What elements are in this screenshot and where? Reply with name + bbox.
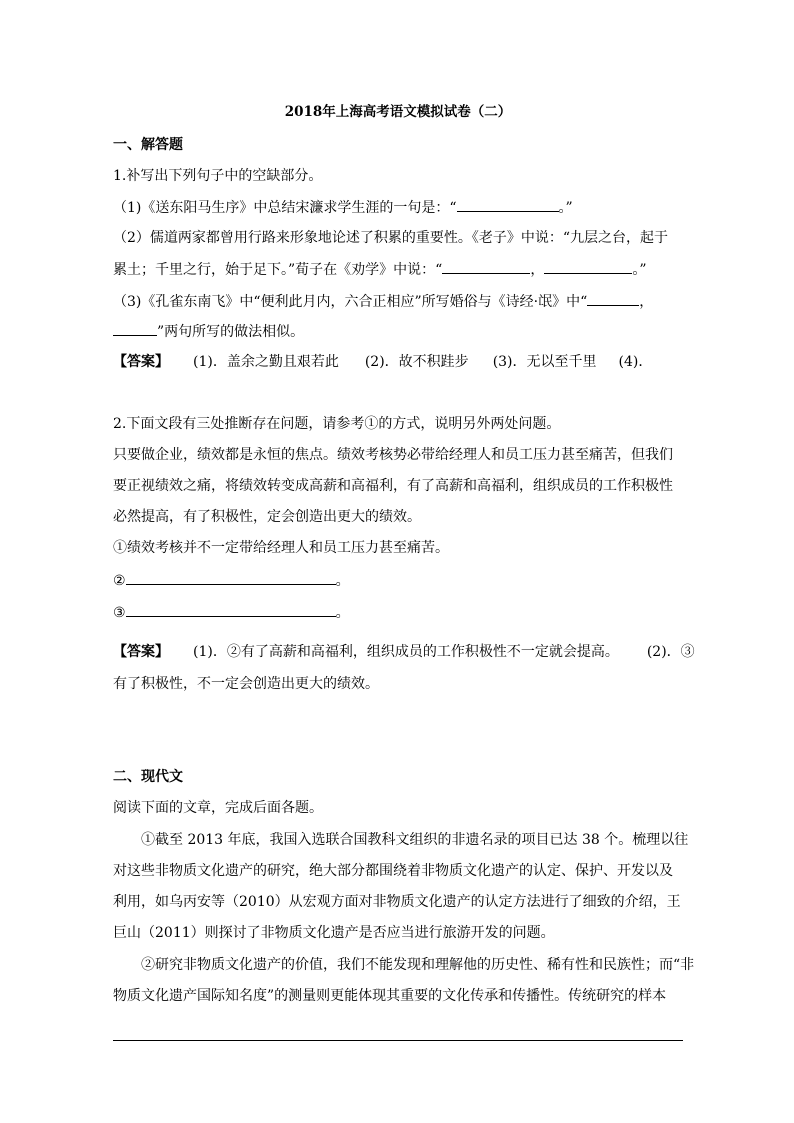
q1-p1-prefix: （1)《送东阳马生序》中总结宋濂求学生涯的一句是：“	[113, 200, 457, 216]
answer-3: (3)．无以至千里	[492, 354, 597, 370]
question-2-answer-line-2: 有了积极性，不一定会创造出更大的绩效。	[113, 676, 379, 692]
question-1-part-1	[113, 197, 683, 218]
question-2-stem: 2.下面文段有三处推断存在问题，请参考①的方式，说明另外两处问题。	[113, 416, 561, 432]
answer-1: (1)．②有了高薪和高福利，组织成员的工作积极性不一定就会提高。	[193, 644, 619, 660]
paragraph-2-line-1: ②研究非物质文化遗产的价值，我们不能发现和理解他的历史性、稀有性和民族性；而“非	[141, 957, 695, 973]
question-2-answer-line-1	[113, 642, 695, 662]
paragraph-1-line-4: 巨山（2011）则探讨了非物质文化遗产是否应当进行旅游开发的问题。	[113, 925, 555, 941]
question-1-part-2-line-1: （2）儒道两家都曾用行路来形象地论述了积累的重要性。《老子》中说：“九层之台，起于	[113, 230, 669, 246]
blank-3-period: 。	[335, 605, 350, 621]
question-2-blank-3	[113, 602, 683, 623]
question-2-passage-line-3: 必然提高，有了积极性，定会创造出更大的绩效。	[113, 509, 421, 525]
question-2-blank-2	[113, 570, 683, 591]
reading-intro: 阅读下面的文章，完成后面各题。	[113, 800, 323, 816]
blank-2-marker: ②	[113, 573, 126, 589]
answer-label: 【答案】	[113, 354, 169, 370]
question-1-part-3-line-1	[113, 291, 683, 312]
question-1-answer	[113, 352, 683, 372]
fill-blank	[587, 291, 639, 306]
q1-p1-suffix: 。”	[558, 200, 573, 216]
question-2-example: ①绩效考核并不一定带给经理人和员工压力甚至痛苦。	[113, 540, 449, 556]
fill-blank	[442, 259, 530, 274]
answer-2: (2)．故不积跬步	[364, 354, 469, 370]
footer-divider	[113, 1040, 683, 1041]
q1-p3-comma: ，	[639, 294, 654, 310]
page-title: 2018年上海高考语文模拟试卷（二）	[284, 104, 512, 120]
question-2-passage-line-1: 只要做企业，绩效都是永恒的焦点。绩效考核势必带给经理人和员工压力甚至痛苦，但我们	[113, 447, 673, 463]
question-1-part-2-line-2	[113, 259, 683, 280]
question-1-part-3-line-2	[113, 321, 683, 342]
fill-blank	[457, 197, 559, 212]
q1-p2-mid: ，	[530, 262, 545, 278]
answer-label: 【答案】	[113, 644, 169, 660]
blank-3-marker: ③	[113, 605, 126, 621]
section-heading-answer-questions: 一、解答题	[113, 137, 183, 153]
q1-p2-prefix: 累土；千里之行，始于足下。”荀子在《劝学》中说：“	[113, 262, 443, 278]
fill-blank	[113, 321, 157, 336]
q1-p2-suffix: 。”	[632, 262, 647, 278]
q1-p3-prefix: （3)《孔雀东南飞》中“便利此月内，六合正相应”所写婚俗与《诗经·氓》中“	[113, 294, 588, 310]
fill-blank	[126, 602, 336, 617]
paragraph-1-line-2: 对这些非物质文化遗产的研究，绝大部分都围绕着非物质文化遗产的认定、保护、开发以及	[113, 863, 673, 879]
answer-1: (1)．盖余之勤且艰若此	[193, 354, 339, 370]
fill-blank	[126, 570, 336, 585]
question-2-passage-line-2: 要正视绩效之痛，将绩效转变成高薪和高福利，有了高薪和高福利，组织成员的工作积极性	[113, 478, 673, 494]
paragraph-1-line-1: ①截至 2013 年底，我国入选联合国教科文组织的非遗名录的项目已达 38 个。梳理以往	[141, 832, 689, 848]
q1-p3-suffix: ”两句所写的做法相似。	[157, 324, 305, 340]
paragraph-2-line-2: 物质文化遗产国际知名度”的测量则更能体现其重要的文化传承和传播性。传统研究的样本	[113, 988, 667, 1004]
question-1-stem: 1.补写出下列句子中的空缺部分。	[113, 168, 323, 184]
fill-blank	[544, 259, 632, 274]
paragraph-1-line-3: 利用，如乌丙安等（2010）从宏观方面对非物质文化遗产的认定方法进行了细致的介绍，王	[113, 894, 681, 910]
answer-4: (4)．	[618, 354, 653, 370]
answer-2: (2)．③	[646, 644, 695, 660]
blank-2-period: 。	[335, 573, 350, 589]
section-heading-modern-text: 二、现代文	[113, 769, 183, 785]
